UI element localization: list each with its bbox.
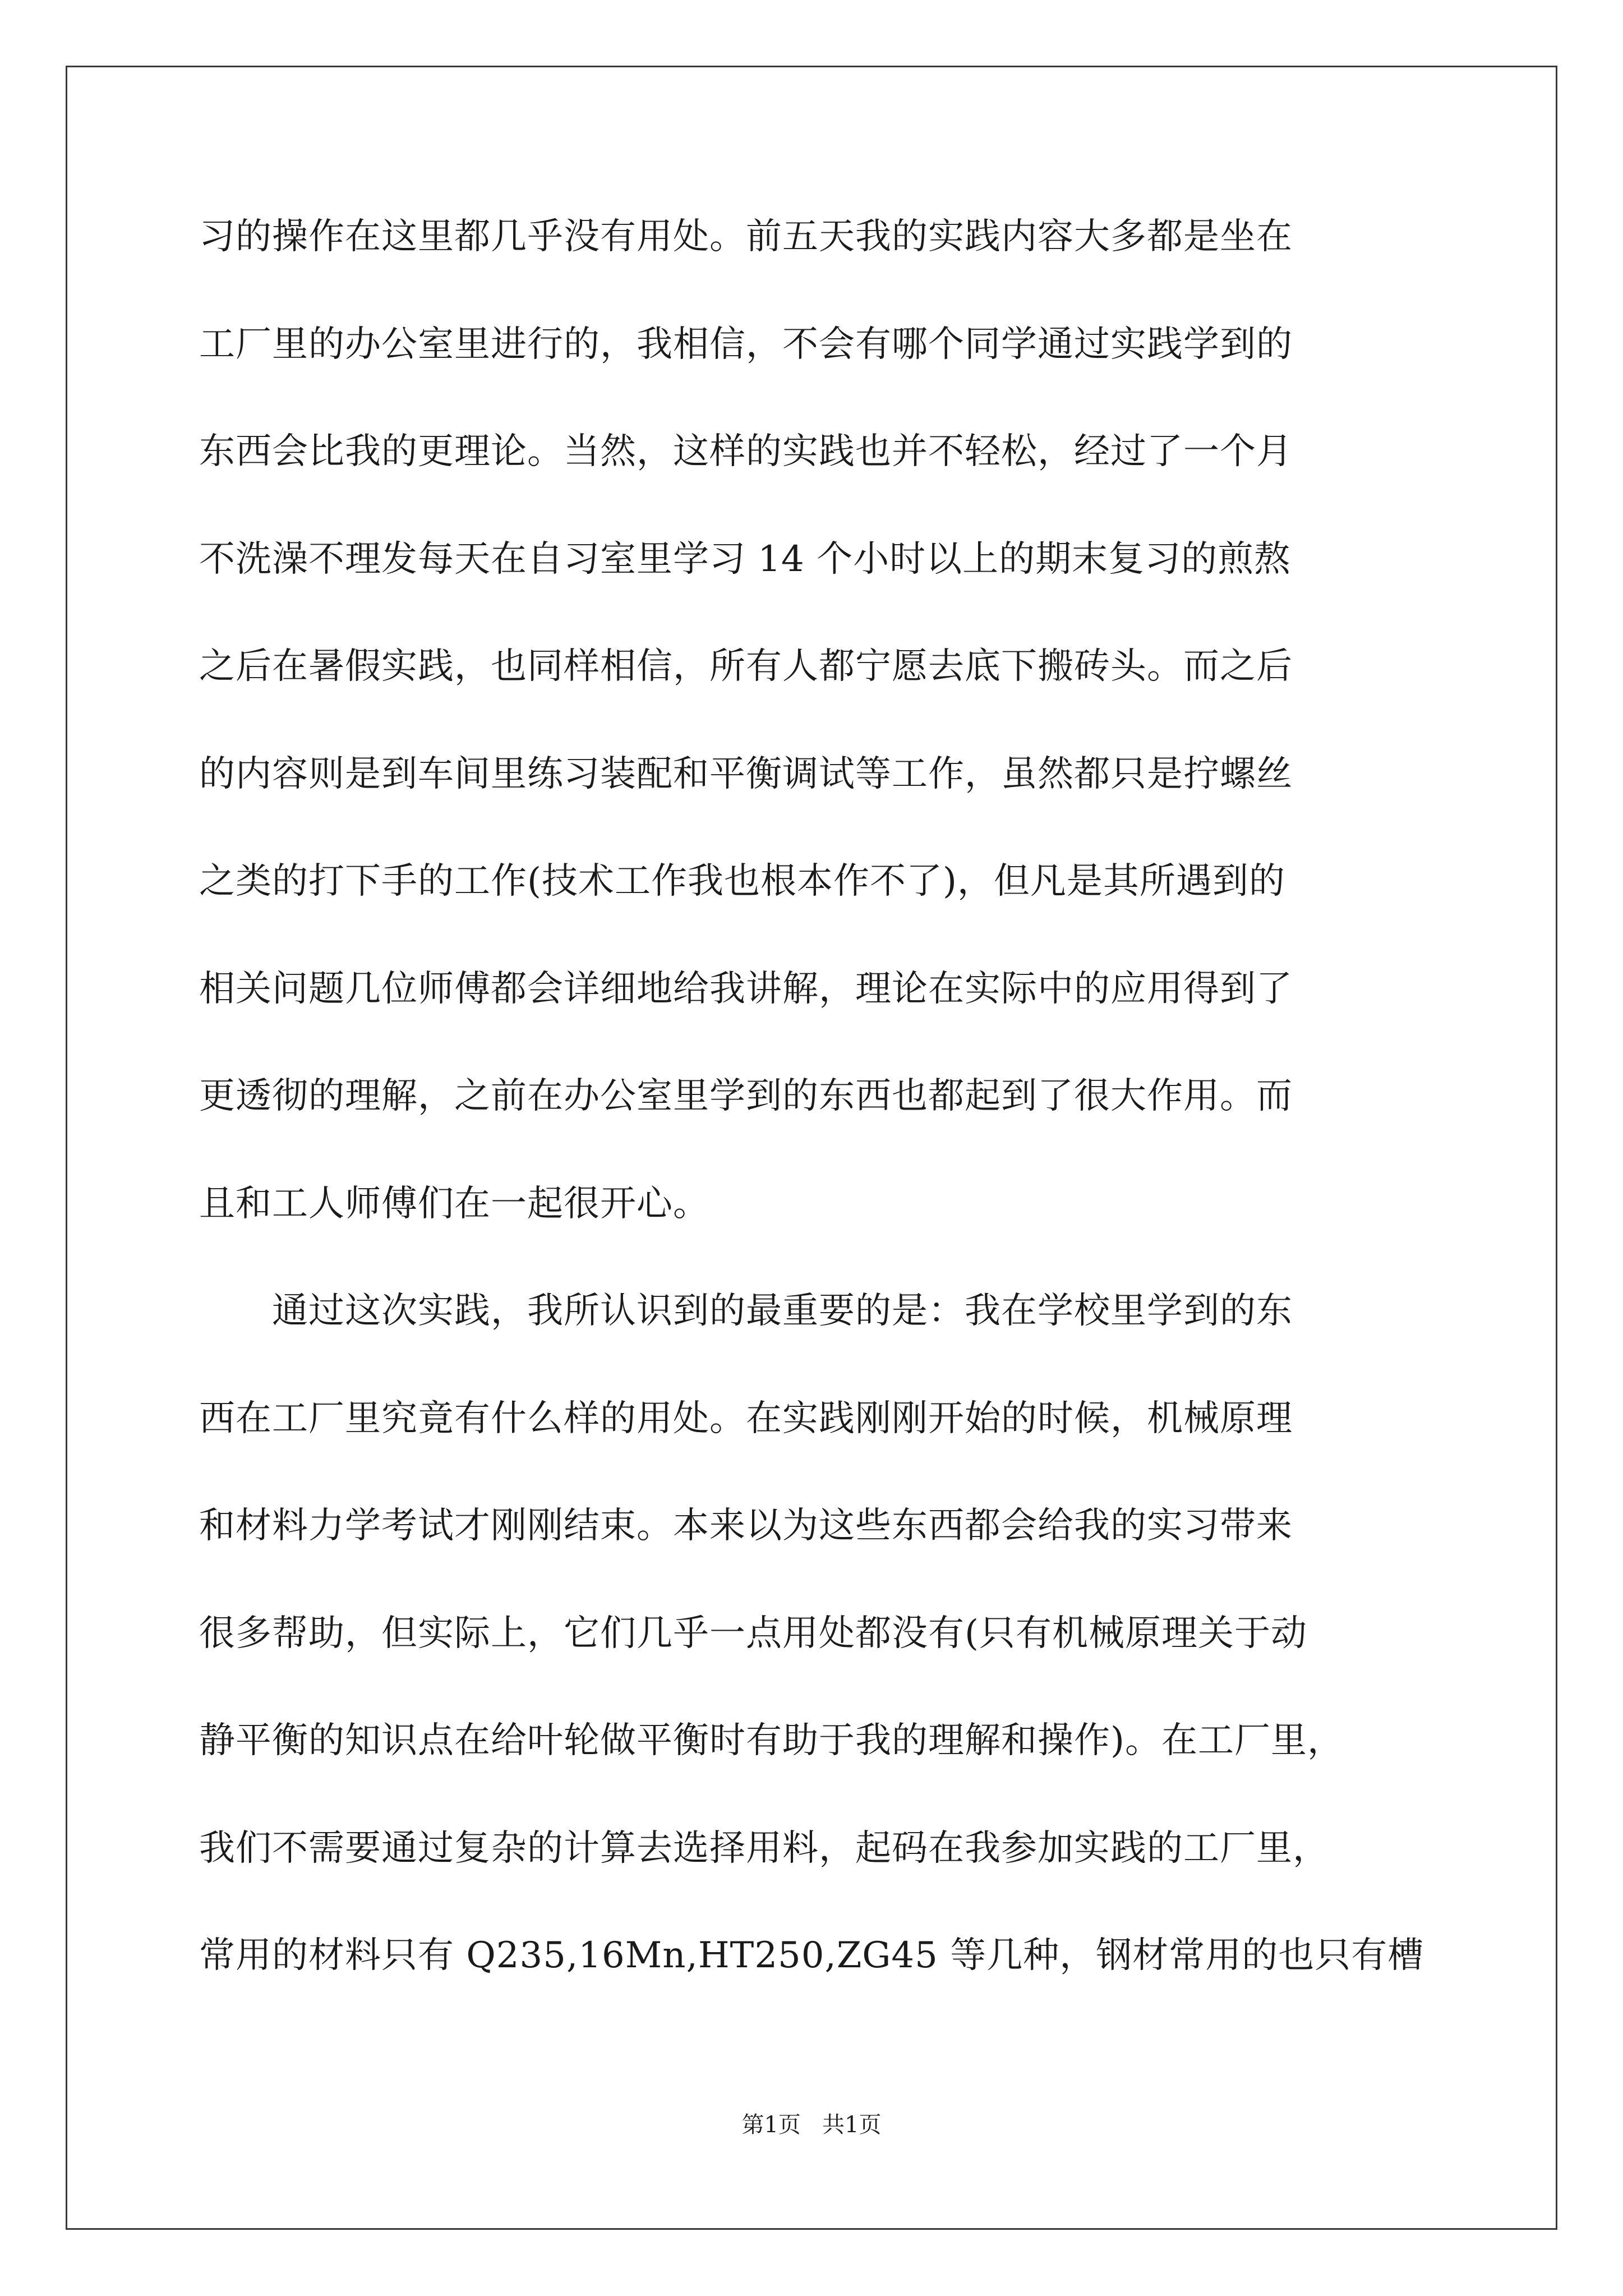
page-number-footer: 第1页 共1页 — [741, 2112, 882, 2138]
text-line: 静平衡的知识点在给叶轮做平衡时有助于我的理解和操作)。在工厂里， — [199, 1720, 1344, 1761]
text-line: 的内容则是到车间里练习装配和平衡调试等工作，虽然都只是拧螺丝 — [199, 753, 1293, 795]
text-line: 相关问题几位师傅都会详细地给我讲解，理论在实际中的应用得到了 — [199, 968, 1293, 1010]
text-line: 我们不需要通过复杂的计算去选择用料，起码在我参加实践的工厂里， — [199, 1827, 1329, 1869]
paragraph-start-line: 通过这次实践，我所认识到的最重要的是：我在学校里学到的东 — [272, 1290, 1293, 1332]
text-line: 西在工厂里究竟有什么样的用处。在实践刚刚开始的时候，机械原理 — [199, 1397, 1293, 1439]
text-line: 和材料力学考试才刚刚结束。本来以为这些东西都会给我的实习带来 — [199, 1505, 1293, 1547]
text-line: 之后在暑假实践，也同样相信，所有人都宁愿去底下搬砖头。而之后 — [199, 646, 1293, 687]
document-body — [199, 216, 1433, 2045]
text-line: 常用的材料只有 Q235,16Mn,HT250,ZG45 等几种，钢材常用的也只有槽 — [199, 1935, 1424, 1976]
text-line: 工厂里的办公室里进行的，我相信，不会有哪个同学通过实践学到的 — [199, 323, 1293, 365]
text-line: 不洗澡不理发每天在自习室里学习 14 个小时以上的期末复习的煎熬 — [199, 538, 1291, 580]
text-line: 东西会比我的更理论。当然，这样的实践也并不轻松，经过了一个月 — [199, 431, 1293, 472]
text-line: 且和工人师傅们在一起很开心。 — [199, 1182, 709, 1225]
text-line: 习的操作在这里都几乎没有用处。前五天我的实践内容大多都是坐在 — [199, 216, 1293, 257]
text-line: 更透彻的理解，之前在办公室里学到的东西也都起到了很大作用。而 — [199, 1075, 1293, 1117]
text-line: 之类的打下手的工作(技术工作我也根本作不了)，但凡是其所遇到的 — [199, 861, 1285, 902]
text-line: 很多帮助，但实际上，它们几乎一点用处都没有(只有机械原理关于动 — [199, 1612, 1307, 1654]
